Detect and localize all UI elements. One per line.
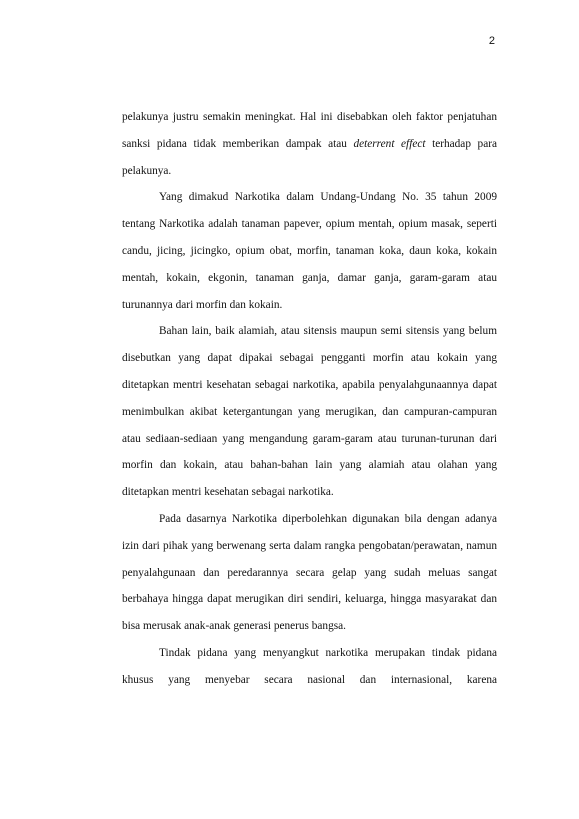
paragraph-text: pelakunya justru semakin meningkat. Hal ini disebabkan oleh faktor penjatuhan sanksi pidana tidak memberikan dampak atau [122,111,497,150]
document-body [122,104,497,694]
paragraph-narkotika-definition: Yang dimakud Narkotika dalam Undang-Undang No. 35 tahun 2009 tentang Narkotika adalah tanaman papever, opium mentah, opium masak, seperti candu, jicing, jicingko, opium obat, morfin, tanaman koka, daun koka, kokain mentah, kokain, ekgonin, tanaman ganja, damar ganja, garam-garam atau turunannya dari morfin dan kokain. [122,191,497,311]
paragraph-text: terhadap para pelakunya. [122,137,497,177]
paragraph-continuation [122,104,497,184]
emphasis-term: deterrent effect [353,137,426,150]
page-number: 2 [488,35,495,47]
paragraph-legal-use: Pada dasarnya Narkotika diperbolehkan digunakan bila dengan adanya izin dari pihak yang berwenang serta dalam rangka pengobatan/perawatan, namun penyalahgunaan dan peredarannya secara gelap yang sudah meluas sangat berbahaya hingga dapat merugikan diri sendiri, keluarga, hingga masyarakat dan bisa merusak anak-anak generasi penerus bangsa. [122,512,497,633]
paragraph-special-crime: Tindak pidana yang menyangkut narkotika merupakan tindak pidana khusus yang menyebar secara nasional dan internasional, karena [122,646,497,686]
paragraph-other-substances: Bahan lain, baik alamiah, atau sitensis maupun semi sitensis yang belum disebutkan yang dapat dipakai sebagai pengganti morfin atau kokain yang ditetapkan mentri kesehatan sebagai narkotika, apabila penyalahgunaannya dapat menimbulkan akibat ketergantungan yang merugikan, dan campuran-campuran atau sediaan-sediaan yang mengandung garam-garam atau turunan-turunan dari morfin dan kokain, atau bahan-bahan lain yang alamiah atau olahan yang ditetapkan mentri kesehatan sebagai narkotika. [122,325,497,499]
